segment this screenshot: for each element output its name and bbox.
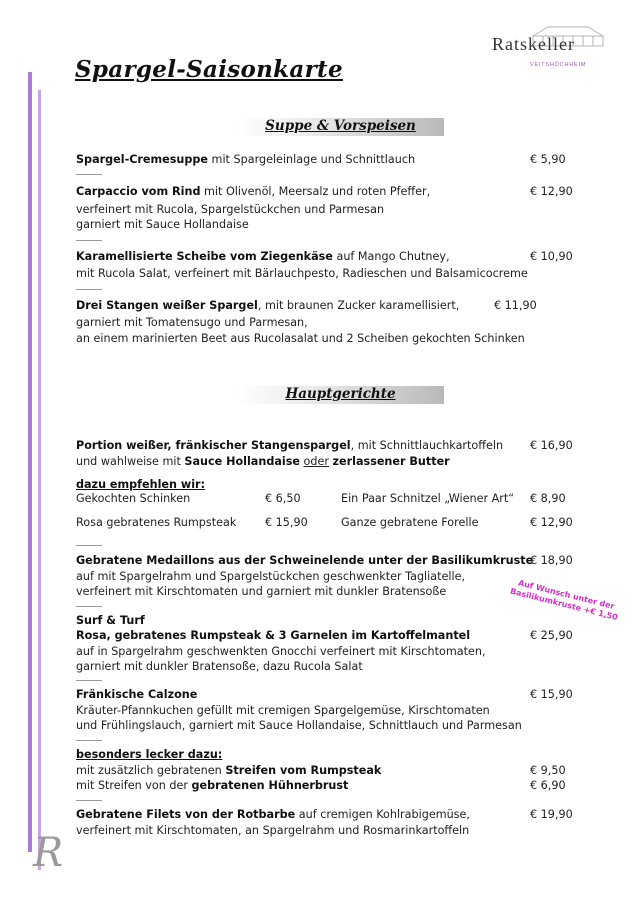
menu-item-main-5: Gebratene Filets von der Rotbarbe auf cremigen Kohlrabigemüse, xyxy=(76,808,470,821)
extra-item: mit zusätzlich gebratenen Streifen vom Rumpsteak xyxy=(76,764,382,777)
menu-item-desc: mit Rucola Salat, verfeinert mit Bärlauchpesto, Radieschen und Balsamicocreme xyxy=(76,267,528,280)
extras-title: besonders lecker dazu: xyxy=(76,748,223,761)
divider xyxy=(76,289,102,290)
price: € 6,90 xyxy=(530,779,566,792)
price: € 5,90 xyxy=(530,153,566,166)
price: € 8,90 xyxy=(530,492,566,505)
menu-item-desc: garniert mit Sauce Hollandaise xyxy=(76,218,249,231)
menu-item-desc: verfeinert mit Rucola, Spargelstückchen und Parmesan xyxy=(76,203,385,216)
extra-item: mit Streifen von der gebratenen Hühnerbrust xyxy=(76,779,349,792)
price: € 9,50 xyxy=(530,764,566,777)
price: € 16,90 xyxy=(530,439,573,452)
recommendation-item: Rosa gebratenes Rumpsteak xyxy=(76,516,237,529)
menu-item-starter-1: Spargel-Cremesuppe mit Spargeleinlage und Schnittlauch xyxy=(76,153,416,166)
divider xyxy=(76,174,102,175)
price: € 15,90 xyxy=(265,516,308,529)
divider xyxy=(76,545,102,546)
menu-item-desc: und wahlweise mit Sauce Hollandaise oder zerlassener Butter xyxy=(76,455,450,468)
recommendation-item: Ganze gebratene Forelle xyxy=(341,516,479,529)
menu-item-desc: verfeinert mit Kirschtomaten, an Spargelrahm und Rosmarinkartoffeln xyxy=(76,824,470,837)
menu-item-desc: verfeinert mit Kirschtomaten und garniert mit dunkler Bratensoße xyxy=(76,585,447,598)
menu-item-main-1: Portion weißer, fränkischer Stangenspargel, mit Schnittlauchkartoffeln xyxy=(76,439,504,452)
price: € 15,90 xyxy=(530,688,573,701)
menu-item-main-4: Fränkische Calzone xyxy=(76,688,198,701)
price: € 12,90 xyxy=(530,185,573,198)
accent-bar xyxy=(28,72,32,852)
price: € 25,90 xyxy=(530,629,573,642)
logo-text: Ratskeller xyxy=(492,34,575,54)
monogram-logo: R xyxy=(33,830,64,876)
menu-item-desc: und Frühlingslauch, garniert mit Sauce Hollandaise, Schnittlauch und Parmesan xyxy=(76,719,522,732)
price: € 18,90 xyxy=(530,554,573,567)
logo-subtitle: VEITSHÖCHHEIM xyxy=(530,62,587,68)
menu-item-starter-2: Carpaccio vom Rind mit Olivenöl, Meersalz und roten Pfeffer, xyxy=(76,185,431,198)
price: € 19,90 xyxy=(530,808,573,821)
divider xyxy=(76,240,102,241)
menu-item-desc: Kräuter-Pfannkuchen gefüllt mit cremigen Spargelgemüse, Kirschtomaten xyxy=(76,704,490,717)
menu-item-starter-3: Karamellisierte Scheibe vom Ziegenkäse auf Mango Chutney, xyxy=(76,250,450,263)
section-heading-starters: Suppe & Vorspeisen xyxy=(237,118,444,136)
recommendations-title: dazu empfehlen wir: xyxy=(76,478,206,491)
divider xyxy=(76,680,102,681)
price: € 10,90 xyxy=(530,250,573,263)
divider xyxy=(76,800,102,801)
recommendation-item: Ein Paar Schnitzel „Wiener Art“ xyxy=(341,492,515,505)
divider xyxy=(76,740,102,741)
price: € 6,50 xyxy=(265,492,301,505)
menu-item-main-3: Rosa, gebratenes Rumpsteak & 3 Garnelen im Kartoffelmantel xyxy=(76,629,471,642)
recommendation-item: Gekochten Schinken xyxy=(76,492,191,505)
price: € 12,90 xyxy=(530,516,573,529)
section-heading-mains: Hauptgerichte xyxy=(237,386,444,404)
divider xyxy=(76,606,102,607)
menu-item-main-2: Gebratene Medaillons aus der Schweinelende unter der Basilikumkruste xyxy=(76,554,534,567)
menu-item-label: Surf & Turf xyxy=(76,614,145,627)
surcharge-note: Auf Wunsch unter der Basilikumkruste +€ 1,50 xyxy=(509,578,619,623)
menu-item-desc: garniert mit dunkler Bratensoße, dazu Rucola Salat xyxy=(76,660,363,673)
menu-item-desc: an einem marinierten Beet aus Rucolasalat und 2 Scheiben gekochten Schinken xyxy=(76,332,525,345)
menu-item-desc: auf mit Spargelrahm und Spargelstückchen geschwenkter Tagliatelle, xyxy=(76,570,466,583)
page-title: Spargel-Saisonkarte xyxy=(75,56,343,83)
price: € 11,90 xyxy=(494,299,537,312)
menu-item-desc: garniert mit Tomatensugo und Parmesan, xyxy=(76,316,308,329)
menu-item-starter-4: Drei Stangen weißer Spargel, mit braunen Zucker karamellisiert, xyxy=(76,299,460,312)
menu-item-desc: auf in Spargelrahm geschwenkten Gnocchi verfeinert mit Kirschtomaten, xyxy=(76,645,486,658)
accent-bar-secondary xyxy=(38,90,41,870)
